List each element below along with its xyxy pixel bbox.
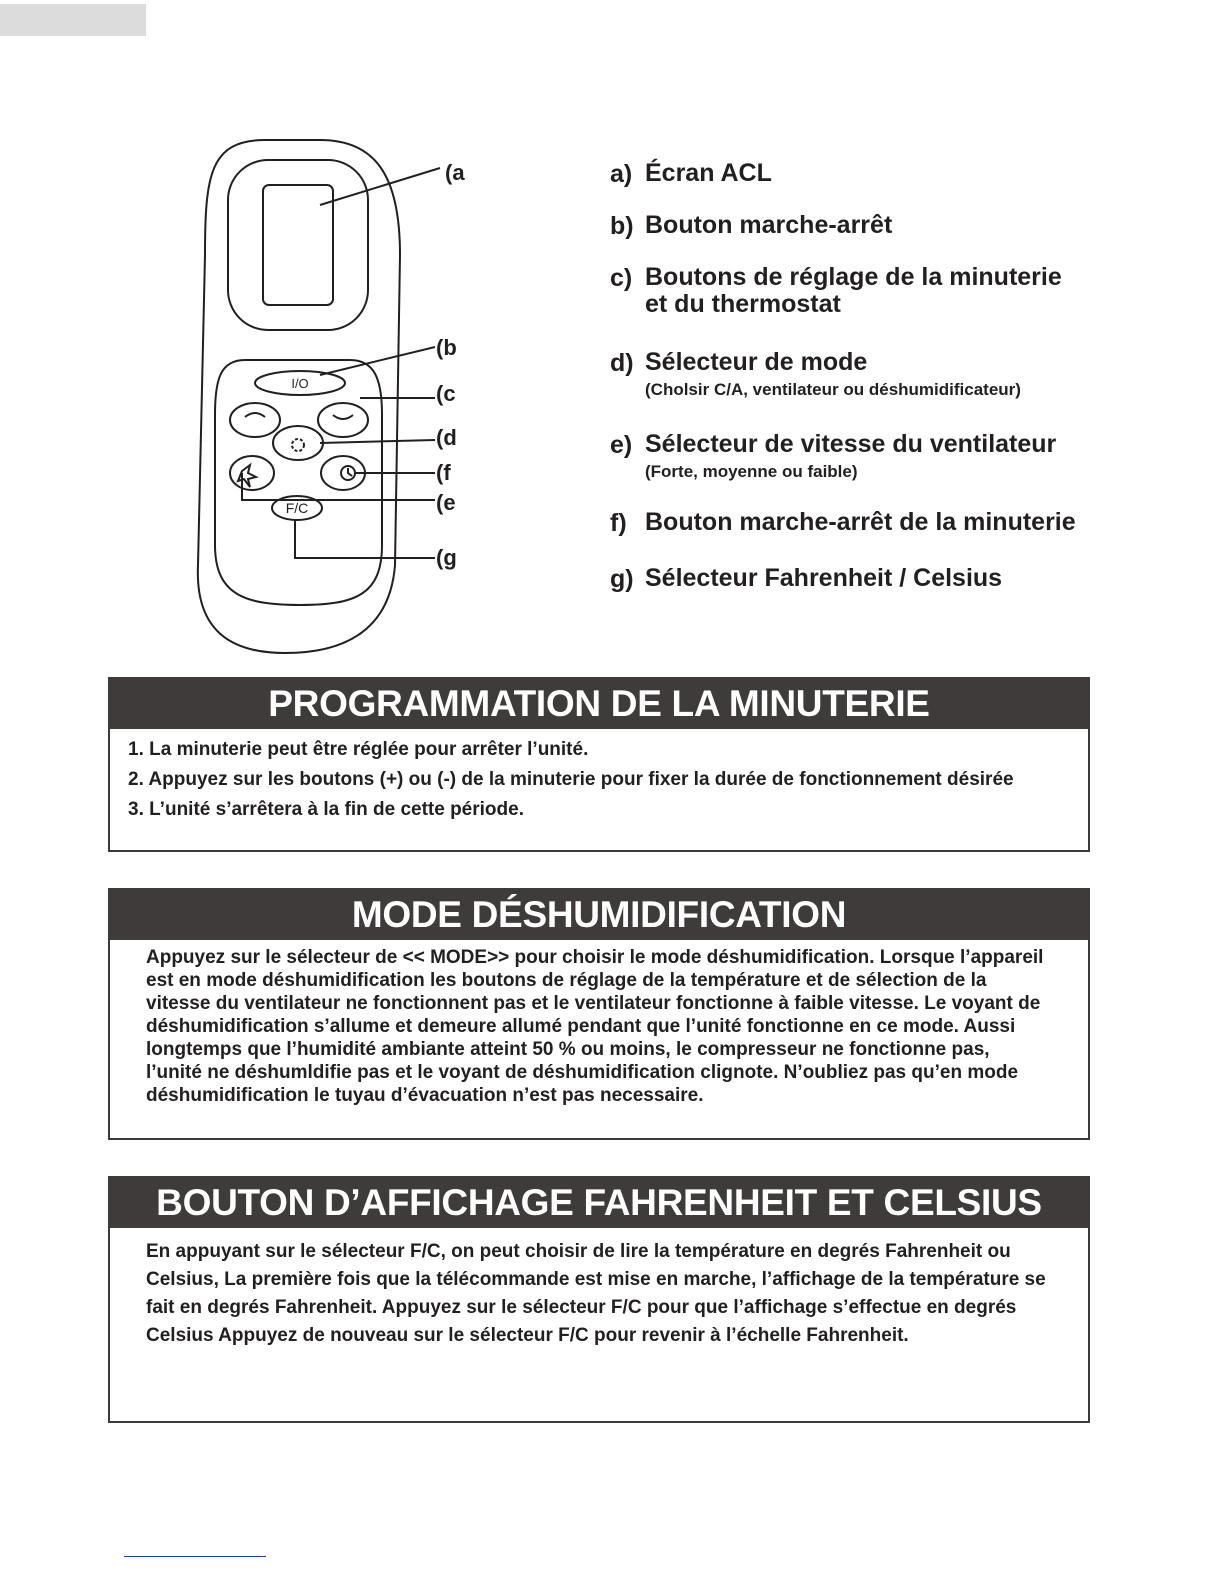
fan-icon: [238, 465, 256, 487]
legend-item-e: e) Sélecteur de vitesse du ventilateur (Forte, moyenne ou faible): [610, 430, 1057, 481]
up-chevron-icon: [245, 413, 265, 417]
timer-step: 3. L’unité s’arrêtera à la fin de cette période.: [128, 799, 524, 820]
dehumid-section: [108, 888, 1090, 1140]
timer-steps: [110, 729, 1088, 825]
callout-d: (d: [436, 425, 457, 450]
legend-e-text: Sélecteur de vitesse du ventilateur: [645, 430, 1057, 458]
legend-c-line2: et du thermostat: [645, 290, 841, 318]
corner-bar: [0, 4, 146, 36]
timer-section: [108, 677, 1090, 852]
mode-icon: [292, 439, 304, 451]
callout-f: (f: [436, 460, 451, 485]
legend-d-sub: (Cholsir C/A, ventilateur ou déshumidificateur): [645, 380, 1021, 399]
fc-button-label: F/C: [285, 500, 309, 516]
keypad-panel: [215, 360, 382, 605]
fc-section-title: BOUTON D’AFFICHAGE FAHRENHEIT ET CELSIUS: [110, 1178, 1088, 1228]
legend-item-g: g) Sélecteur Fahrenheit / Celsius: [610, 564, 1003, 593]
fc-section: [108, 1176, 1090, 1423]
timer-step: 1. La minuterie peut être réglée pour arrêter l’unité.: [128, 739, 589, 760]
down-chevron-icon: [333, 415, 353, 419]
legend-item-f: f) Bouton marche-arrêt de la minuterie: [610, 508, 1076, 537]
callout-b: (b: [436, 335, 457, 360]
callout-g: (g: [436, 545, 457, 570]
callout-a: (a: [445, 160, 465, 185]
callout-e: (e: [436, 490, 456, 515]
power-button-label: I/O: [291, 376, 309, 391]
dehumid-body: Appuyez sur le sélecteur de << MODE>> pour choisir le mode déshumidification. Lorsque l’appareil est en mode déshumidification les boutons de réglage de la température et de sélection de la vitesse du ventilateur ne fonctionnent pas et le ventilateur fonctionne à faible vitesse. Le voyant de déshumidification s’allume et demeure allumé pendant que l’unité fonctionne en ce mode. Aussi longtemps que l’humidité ambiante atteint 50 % ou moins, le compresseur ne fonctionne pas, l’unité ne déshumldifie pas et le voyant de déshumidification clignote. N’oubliez pas qu’en mode déshumidification le tuyau d’évacuation n’est pas necessaire.: [146, 947, 1044, 1106]
legend-c-line1: Boutons de réglage de la minuterie: [645, 263, 1062, 291]
timer-up-button-shape: [230, 403, 280, 437]
legend-item-c: c) Boutons de réglage de la minuterie et du thermostat: [610, 263, 1062, 318]
legend-e-sub: (Forte, moyenne ou faible): [645, 462, 858, 481]
lcd-screen: [263, 185, 333, 305]
legend-item-a: a) Écran ACL: [610, 159, 772, 188]
dehumid-section-title: MODE DÉSHUMIDIFICATION: [110, 890, 1088, 940]
callout-c: (c: [436, 381, 456, 406]
fan-button-shape: [230, 456, 274, 490]
remote-illustration: [190, 135, 480, 660]
timer-section-title: PROGRAMMATION DE LA MINUTERIE: [110, 679, 1088, 729]
fc-body: En appuyant sur le sélecteur F/C, on peut choisir de lire la température en degrés Fahrenheit ou Celsius, La première fois que la télécommande est mise en marche, l’affichage de la température se fait en degrés Fahrenheit. Appuyez sur le sélecteur F/C pour que l’affichage s’effectue en degrés Celsius Appuyez de nouveau sur le sélecteur F/C pour revenir à l’échelle Fahrenheit.: [146, 1241, 1046, 1346]
timer-step: 2. Appuyez sur les boutons (+) ou (-) de la minuterie pour fixer la durée de fonctionnement désirée: [128, 769, 1014, 790]
remote-drawing: [190, 135, 480, 660]
legend-d-text: Sélecteur de mode: [645, 348, 868, 376]
footer-rule: [124, 1556, 266, 1557]
mode-button-shape: [273, 426, 323, 460]
legend-item-d: d) Sélecteur de mode (Cholsir C/A, ventilateur ou déshumidificateur): [610, 348, 1021, 399]
legend-item-b: b) Bouton marche-arrêt: [610, 211, 893, 240]
